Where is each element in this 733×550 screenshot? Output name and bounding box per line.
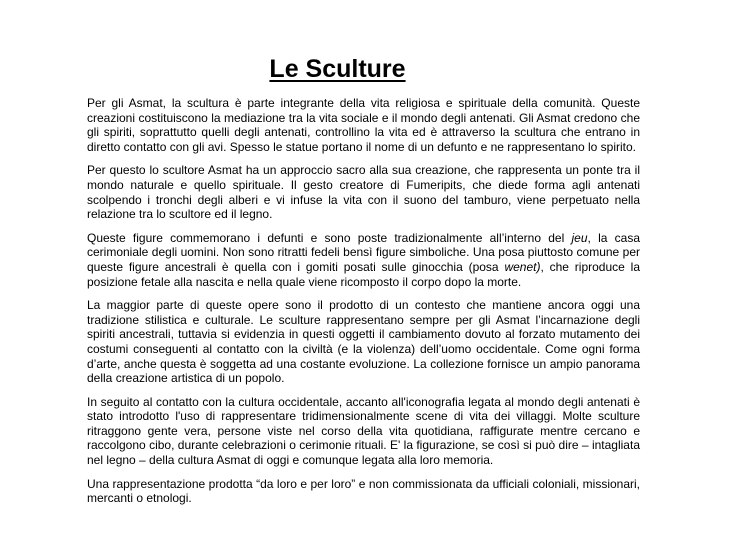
paragraph-text: , che riproduce la posizione fetale alla nascita e nella quale viene ricomposto il corpo dopo la morte. [87,259,640,289]
paragraph-2 [87,163,640,221]
paragraph-4 [87,298,640,386]
paragraph-1 [87,96,640,154]
paragraph-6 [87,477,640,506]
paragraph-5 [87,395,640,468]
italic-term: jeu [571,230,588,245]
italic-term: wenet) [504,259,541,274]
paragraph-text: Per gli Asmat, la scultura è parte integrante della vita religiosa e spirituale della comunità. Queste creazioni costituiscono la mediazione tra la vita sociale e il mondo degli antenati. Gli Asmat credono che gli spiriti, soprattutto quelli degli antenati, controllino la vita ed è attraverso la scultura che entrano in diretto contatto con gli avi. Spesso le statue portano il nome di un defunto e ne rappresentano lo spirito. [87,96,640,154]
paragraph-3 [87,231,640,289]
paragraph-text: In seguito al contatto con la cultura occidentale, accanto all'iconografia legata al mondo degli antenati è stato introdotto l'uso di rappresentare tridimensionalmente scene di vita dei villaggi. Molte sculture ritraggono gente vera, persone viste nel corso della vita quotidiana, raffigurate mentre cercano e raccolgono cibo, durante celebrazioni o cerimonie rituali. E' la figurazione, se così si può dire – intagliata nel legno – della cultura Asmat di oggi e comunque legata alla loro memoria. [87,394,640,468]
page-title: Le Sculture [269,54,406,83]
paragraph-text: Queste figure commemorano i defunti e sono poste tradizionalmente all’interno del [87,230,572,245]
paragraph-text: , la casa cerimoniale degli uomini. Non sono ritratti fedeli bensì figure simboliche. Una posa piuttosto comune per queste figure ancestrali è quella con i gomiti posati sulle ginocchia (posa [87,230,640,274]
paragraph-text: La maggior parte di queste opere sono il prodotto di un contesto che mantiene ancora oggi una tradizione stilistica e culturale. Le sculture rappresentano sempre per gli Asmat l’incarnazione degli spiriti ancestrali, tuttavia si evidenzia in questi oggetti il cambiamento dovuto al forzato mutamento dei costumi conseguenti al contatto con la civiltà (e la violenza) dell’uomo occidentale. Come ogni forma d’arte, anche questa è soggetta ad una costante evoluzione. La collezione fornisce un ampio panorama della creazione artistica di un popolo. [87,298,640,386]
paragraph-text: Per questo lo scultore Asmat ha un approccio sacro alla sua creazione, che rappresenta un ponte tra il mondo naturale e quello spirituale. Il gesto creatore di Fumeripits, che diede forma agli antenati scolpendo i tronchi degli alberi e vi infuse la vita con il suono del tamburo, viene perpetuato nella relazione tra lo scultore ed il legno. [87,163,640,222]
document-body [87,96,640,515]
paragraph-text: Una rappresentazione prodotta “da loro e per loro” e non commissionata da ufficiali coloniali, missionari, mercanti o etnologi. [87,476,640,506]
